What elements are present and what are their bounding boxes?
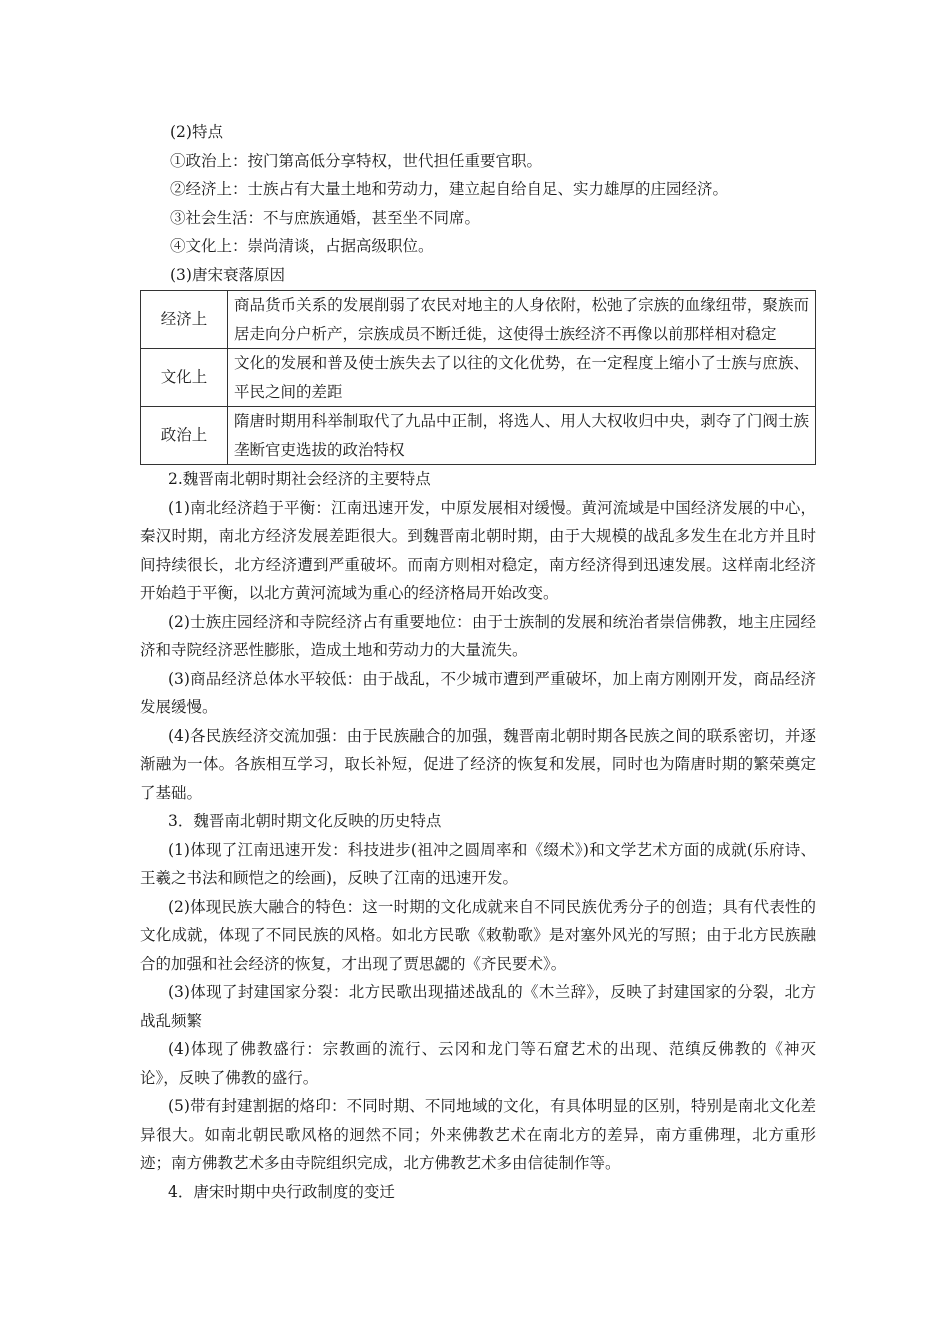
paragraph: (3)商品经济总体水平较低：由于战乱，不少城市遭到严重破坏，加上南方刚刚开发，商品经济发展缓慢。 [140,669,816,716]
paragraph: (5)带有封建割据的烙印：不同时期、不同地域的文化，有具体明显的区别，特别是南北文化差异很大。如南北朝民歌风格的迥然不同；外来佛教艺术在南北方的差异，南方重佛理，北方重形迹；南方佛教艺术多由寺院组织完成，北方佛教艺术多由信徒制作等。 [140,1097,816,1172]
feature-political: ①政治上：按门第高低分享特权，世代担任重要官职。 [170,151,543,170]
section-heading-economy: 2.魏晋南北朝时期社会经济的主要特点 [168,470,431,488]
paragraph: (1)南北经济趋于平衡：江南迅速开发，中原发展相对缓慢。黄河流域是中国经济发展的中心，秦汉时期，南北方经济发展差距很大。到魏晋南北朝时期，由于大规模的战乱多发生在北方并且时间持续很长，北方经济遭到严重破坏。而南方则相对稳定，南方经济得到迅速发展。这样南北经济开始趋于平衡，以北方黄河流域为重心的经济格局开始改变。 [140,498,816,602]
table-row [141,349,816,407]
paragraph: (2)士族庄园经济和寺院经济占有重要地位：由于士族制的发展和统治者崇信佛教，地主庄园经济和寺院经济恶性膨胀，造成土地和劳动力的大量流失。 [140,612,816,659]
decline-heading: (3)唐宋衰落原因 [170,265,285,284]
features-heading: (2)特点 [170,123,223,141]
paragraph: (2)体现民族大融合的特色：这一时期的文化成就来自不同民族优秀分子的创造；具有代表性的文化成就，体现了不同民族的风格。如北方民歌《敕勒歌》是对塞外风光的写照；由于北方民族融合的加强和社会经济的恢复，才出现了贾思勰的《齐民要术》。 [140,897,816,973]
aspect-cell: 文化上 [141,349,228,407]
aspect-cell: 经济上 [141,291,228,349]
section-heading-culture: 3．魏晋南北朝时期文化反映的历史特点 [168,812,442,830]
feature-cultural: ④文化上：崇尚清谈，占据高级职位。 [170,237,434,255]
feature-economic: ②经济上：士族占有大量土地和劳动力，建立起自给自足、实力雄厚的庄园经济。 [170,180,729,198]
feature-social: ③社会生活：不与庶族通婚，甚至坐不同席。 [170,208,481,227]
aspect-cell: 政治上 [141,407,228,465]
document-page [140,118,816,1206]
paragraph: (4)各民族经济交流加强：由于民族融合的加强，魏晋南北朝时期各民族之间的联系密切，并逐渐融为一体。各族相互学习，取长补短，促进了经济的恢复和发展，同时也为隋唐时期的繁荣奠定了基础。 [140,726,816,802]
paragraph: (3)体现了封建国家分裂：北方民歌出现描述战乱的《木兰辞》，反映了封建国家的分裂，北方战乱频繁 [140,983,816,1030]
reason-cell: 文化的发展和普及使士族失去了以往的文化优势，在一定程度上缩小了士族与庶族、平民之间的差距 [228,349,816,407]
paragraph: (1)体现了江南迅速开发：科技进步(祖冲之圆周率和《缀术》)和文学艺术方面的成就(乐府诗、王羲之书法和顾恺之的绘画)，反映了江南的迅速开发。 [140,840,816,887]
table-row [141,407,816,465]
section-heading-administration: 4．唐宋时期中央行政制度的变迁 [168,1182,395,1201]
reason-cell: 隋唐时期用科举制取代了九品中正制，将选人、用人大权收归中央，剥夺了门阀士族垄断官吏选拔的政治特权 [228,407,816,465]
decline-causes-table [140,290,816,465]
paragraph: (4)体现了佛教盛行：宗教画的流行、云冈和龙门等石窟艺术的出现、范缜反佛教的《神灭论》，反映了佛教的盛行。 [140,1040,816,1087]
table-row [141,291,816,349]
reason-cell: 商品货币关系的发展削弱了农民对地主的人身依附，松弛了宗族的血缘纽带，聚族而居走向分户析产，宗族成员不断迁徙，这使得士族经济不再像以前那样相对稳定 [228,291,816,349]
